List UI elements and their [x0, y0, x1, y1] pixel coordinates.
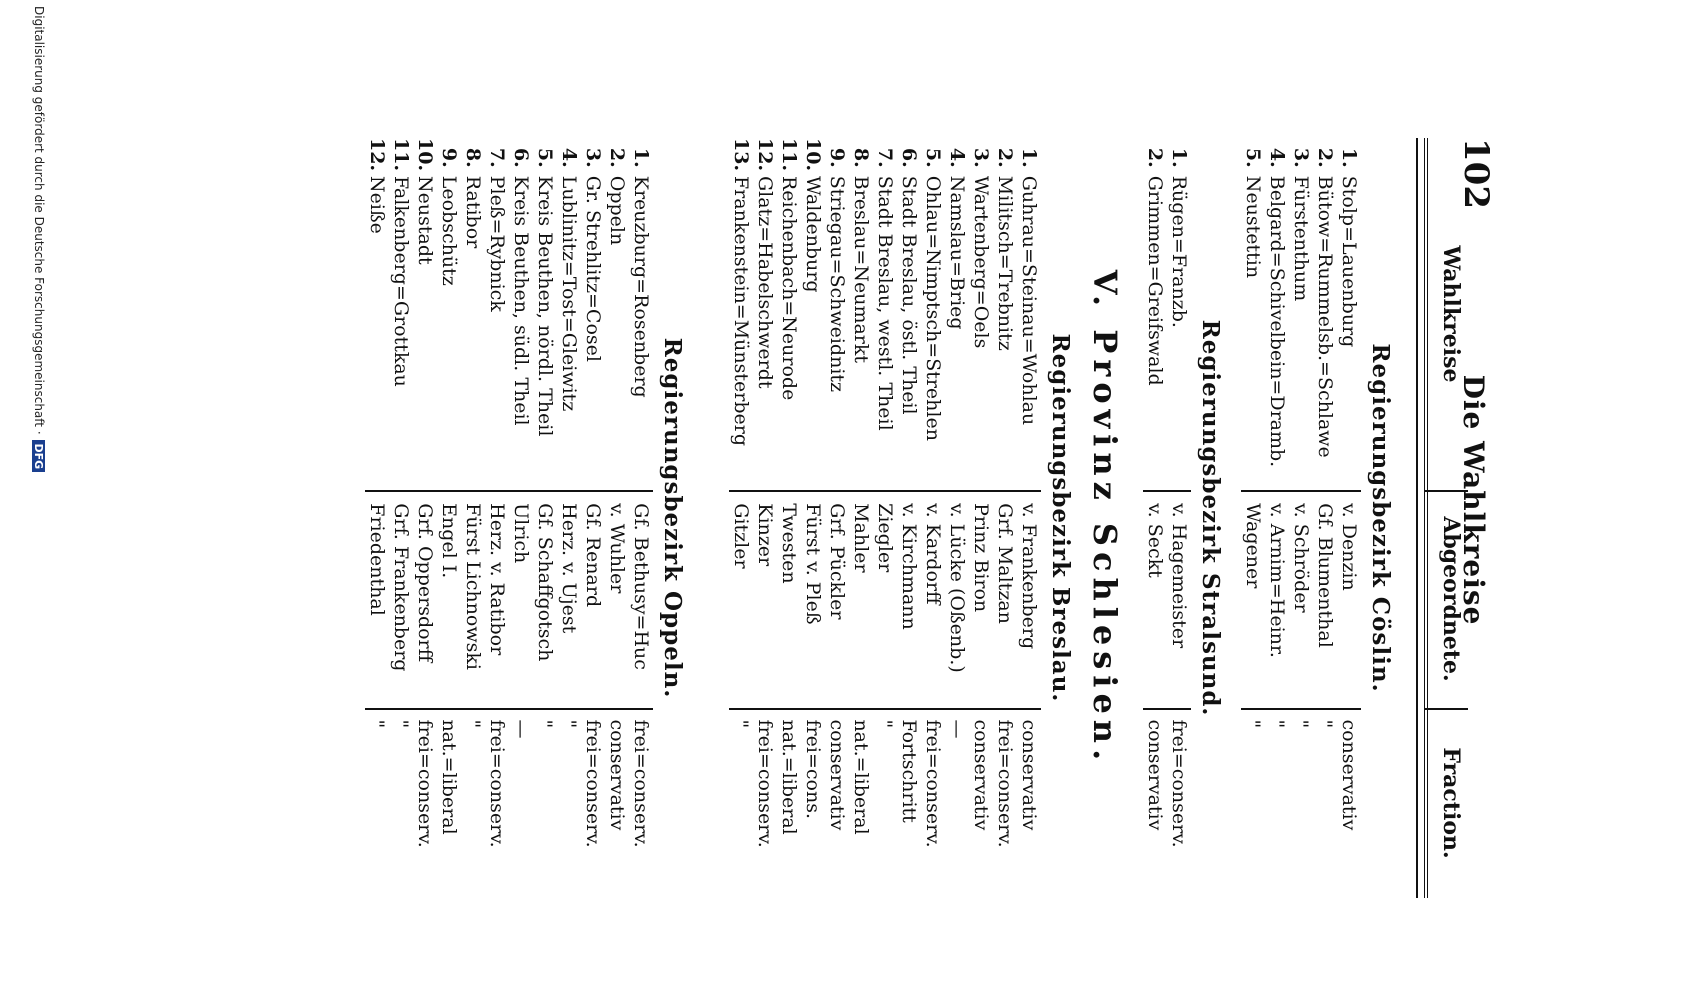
table-row: [629, 138, 653, 898]
row-number: 2.: [606, 147, 628, 168]
row-number: 8.: [850, 147, 872, 168]
abgeordnete-cell: Gf. Renard: [582, 503, 604, 608]
wahlkreis-cell: Neustadt: [414, 176, 436, 265]
wahlkreis-cell: Ratibor: [462, 175, 484, 249]
section-coeslin: [1241, 138, 1394, 898]
fraction-cell: conservativ: [826, 719, 848, 831]
table-row: [1313, 138, 1337, 898]
wahlkreis-cell: Stadt Breslau, östl. Theil: [898, 175, 920, 415]
fraction-cell: Fortschritt: [898, 719, 920, 823]
section-title: Regierungsbezirk Oppeln.: [659, 337, 686, 699]
row-number: 9.: [438, 147, 460, 168]
wahlkreis-cell: Kreis Beuthen, südl. Theil: [510, 175, 532, 426]
table-row: [945, 138, 969, 898]
table-row: [413, 138, 437, 898]
abgeordnete-cell: Grf. Frankenberg: [390, 503, 412, 672]
fraction-cell: ": [874, 719, 896, 729]
table-row: [581, 138, 605, 898]
column-rule: [365, 708, 653, 710]
wahlkreis-cell: Ohlau=Nimptsch=Strehlen: [922, 175, 944, 441]
row-number: 1.: [630, 147, 652, 168]
table-row: [1017, 138, 1041, 898]
abgeordnete-cell: Fürst v. Pleß: [802, 503, 824, 625]
fraction-cell: frei=conserv.: [630, 719, 652, 848]
page-number: 102: [1456, 138, 1496, 209]
row-number: 4.: [946, 147, 968, 168]
fraction-cell: frei=conserv.: [486, 719, 508, 848]
table-row: [1289, 138, 1313, 898]
abgeordnete-cell: Grf. Pückler: [826, 503, 848, 620]
row-number: 11.: [778, 138, 800, 172]
fraction-cell: conservativ: [1338, 719, 1360, 831]
wahlkreis-cell: Guhrau=Steinau=Wohlau: [1018, 175, 1040, 426]
table-row: [993, 138, 1017, 898]
table-row: [849, 138, 873, 898]
abgeordnete-cell: Kinzer: [754, 503, 776, 567]
header-bottom-rule: [1416, 138, 1418, 898]
table-row: [1265, 138, 1289, 898]
abgeordnete-cell: v. Kirchmann: [898, 503, 920, 630]
digitization-credit: Digitalisierung gefördert durch die Deutsche Forschungsgemeinschaft · DFG: [32, 0, 46, 1006]
row-number: 1.: [1018, 147, 1040, 168]
table-row: [897, 138, 921, 898]
table-row: [1143, 138, 1167, 898]
row-number: 11.: [390, 138, 412, 172]
abgeordnete-cell: v. Hagemeister: [1168, 503, 1190, 649]
abgeordnete-cell: Prinz Biron: [970, 503, 992, 613]
row-number: 12.: [366, 138, 388, 172]
abgeordnete-cell: Grf. Oppersdorff: [414, 503, 436, 663]
row-number: 10.: [802, 138, 824, 172]
wahlkreis-cell: Gr. Strehlitz=Cosel: [582, 175, 604, 362]
column-header-abgeordnete: Abgeordnete.: [1438, 516, 1464, 682]
fraction-cell: frei=conserv.: [994, 719, 1016, 848]
fraction-cell: ": [1242, 719, 1264, 729]
fraction-cell: —: [946, 719, 968, 739]
fraction-cell: conservativ: [1018, 719, 1040, 831]
fraction-cell: conservativ: [970, 719, 992, 831]
table-row: [533, 138, 557, 898]
wahlkreis-cell: Reichenbach=Neurode: [778, 176, 800, 401]
dfg-logo: DFG: [32, 440, 45, 472]
table-row: [509, 138, 533, 898]
table-row: [1167, 138, 1191, 898]
fraction-cell: —: [510, 719, 532, 739]
table-row: [461, 138, 485, 898]
fraction-cell: nat.=liberal: [778, 719, 800, 835]
row-number: 6.: [898, 147, 920, 168]
abgeordnete-cell: Ziegler: [874, 503, 896, 573]
fraction-cell: ": [730, 719, 752, 729]
abgeordnete-cell: Gf. Schaffgotsch: [534, 503, 556, 662]
section-rows: [729, 138, 1041, 898]
fraction-cell: ": [366, 719, 388, 729]
abgeordnete-cell: Twesten: [778, 503, 800, 584]
wahlkreis-cell: Belgard=Schivelbein=Dramb.: [1266, 175, 1288, 468]
row-number: 5.: [534, 147, 556, 168]
table-row: [1241, 138, 1265, 898]
row-number: 3.: [1290, 147, 1312, 168]
row-number: 9.: [826, 147, 848, 168]
wahlkreis-cell: Leobschütz: [438, 175, 460, 286]
column-rule: [1241, 490, 1361, 492]
wahlkreis-cell: Kreuzburg=Rosenberg: [630, 175, 652, 398]
fraction-cell: ": [1314, 719, 1336, 729]
wahlkreis-cell: Neustettin: [1242, 175, 1264, 279]
table-row: [801, 138, 825, 898]
column-rule: [1241, 708, 1361, 710]
fraction-cell: ": [1290, 719, 1312, 729]
wahlkreis-cell: Militsch=Trebnitz: [994, 175, 1016, 351]
fraction-cell: frei=conserv.: [1168, 719, 1190, 848]
section-title: Regierungsbezirk Cöslin.: [1367, 343, 1394, 693]
abgeordnete-cell: v. Denzin: [1338, 503, 1360, 591]
wahlkreis-cell: Rügen=Franzb.: [1168, 175, 1190, 328]
fraction-cell: ": [390, 719, 412, 729]
row-number: 2.: [1144, 147, 1166, 168]
wahlkreis-cell: Frankenstein=Münsterberg: [730, 176, 752, 446]
column-header-wahlkreise: Wahlkreise: [1438, 245, 1464, 383]
row-number: 12.: [754, 138, 776, 172]
fraction-cell: frei=conserv.: [922, 719, 944, 848]
abgeordnete-cell: Grf. Maltzan: [994, 503, 1016, 624]
fraction-cell: nat.=liberal: [438, 719, 460, 835]
column-rule: [729, 708, 1041, 710]
abgeordnete-cell: Herz. v. Ratibor: [486, 503, 508, 656]
row-number: 2.: [994, 147, 1016, 168]
abgeordnete-cell: Gf. Bethusy=Huc: [630, 503, 652, 670]
abgeordnete-cell: v. Frankenberg: [1018, 503, 1040, 650]
wahlkreis-cell: Bütow=Rummelsb.=Schlawe: [1314, 175, 1336, 458]
wahlkreis-cell: Waldenburg: [802, 176, 824, 293]
section-breslau: [729, 138, 1074, 898]
wahlkreis-cell: Stadt Breslau, westl. Theil: [874, 175, 896, 431]
fraction-cell: ": [558, 719, 580, 729]
wahlkreis-cell: Wartenberg=Oels: [970, 175, 992, 349]
wahlkreis-cell: Striegau=Schweidnitz: [826, 175, 848, 393]
fraction-cell: frei=conserv.: [582, 719, 604, 848]
fraction-cell: frei=conserv.: [754, 719, 776, 848]
column-rule: [1143, 490, 1191, 492]
column-rule: [1143, 708, 1191, 710]
fraction-cell: conservativ: [606, 719, 628, 831]
column-rule: [729, 490, 1041, 492]
row-number: 5.: [922, 147, 944, 168]
credit-text: Digitalisierung gefördert durch die Deutsche Forschungsgemeinschaft: [32, 6, 46, 428]
section-rows: [1143, 138, 1191, 898]
table-row: [753, 138, 777, 898]
column-rule: [365, 490, 653, 492]
row-number: 10.: [414, 138, 436, 172]
fraction-cell: conservativ: [1144, 719, 1166, 831]
abgeordnete-cell: Herz. v. Ujest: [558, 503, 580, 634]
row-number: 4.: [558, 147, 580, 168]
abgeordnete-cell: Gf. Blumenthal: [1314, 503, 1336, 648]
table-row: [1337, 138, 1361, 898]
row-number: 3.: [582, 147, 604, 168]
section-title: Regierungsbezirk Breslau.: [1047, 333, 1074, 703]
fraction-cell: nat.=liberal: [850, 719, 872, 835]
wahlkreis-cell: Grimmen=Greifswald: [1144, 175, 1166, 386]
section-rows: [365, 138, 653, 898]
wahlkreis-cell: Oppeln: [606, 175, 628, 246]
table-row: [921, 138, 945, 898]
fraction-cell: frei=cons.: [802, 719, 824, 819]
row-number: 8.: [462, 147, 484, 168]
row-number: 5.: [1242, 147, 1264, 168]
table-row: [557, 138, 581, 898]
section-title: Regierungsbezirk Stralsund.: [1197, 319, 1224, 717]
wahlkreis-cell: Lublinitz=Tost=Gleiwitz: [558, 175, 580, 412]
table-row: [485, 138, 509, 898]
fraction-cell: ": [462, 719, 484, 729]
wahlkreis-cell: Neiße: [366, 176, 388, 234]
section-oppeln: [365, 138, 686, 898]
abgeordnete-cell: v. Wuhler: [606, 503, 628, 594]
row-number: 7.: [486, 147, 508, 168]
wahlkreis-cell: Pleß=Rybnick: [486, 175, 508, 312]
abgeordnete-cell: Mahler: [850, 503, 872, 573]
wahlkreis-cell: Namslau=Brieg: [946, 175, 968, 330]
abgeordnete-cell: Fürst Lichnowski: [462, 503, 484, 670]
province-title: V. Provinz Schlesien.: [1086, 269, 1124, 767]
section-stralsund: [1143, 138, 1224, 898]
wahlkreis-cell: Stolp=Lauenburg: [1338, 175, 1360, 348]
abgeordnete-cell: Ulrich: [510, 503, 532, 564]
wahlkreis-cell: Glatz=Habelschwerdt: [754, 176, 776, 389]
row-number: 4.: [1266, 147, 1288, 168]
abgeordnete-cell: v. Kardorff: [922, 503, 944, 605]
abgeordnete-cell: v. Lücke (Oßenb.): [946, 503, 968, 673]
abgeordnete-cell: Wagener: [1242, 503, 1264, 589]
wahlkreis-cell: Kreis Beuthen, nördl. Theil: [534, 175, 556, 437]
section-rows: [1241, 138, 1361, 898]
table-row: [969, 138, 993, 898]
wahlkreis-cell: Fürstenthum: [1290, 175, 1312, 302]
fraction-cell: frei=conserv.: [414, 719, 436, 848]
row-number: 6.: [510, 147, 532, 168]
abgeordnete-cell: Gitzler: [730, 503, 752, 569]
row-number: 1.: [1338, 147, 1360, 168]
abgeordnete-cell: Friedenthal: [366, 503, 388, 616]
row-number: 13.: [730, 138, 752, 172]
table-row: [389, 138, 413, 898]
page-title: Die Wahlkreise: [1457, 374, 1490, 626]
abgeordnete-cell: v. Schröder: [1290, 503, 1312, 613]
table-row: [437, 138, 461, 898]
table-row: [365, 138, 389, 898]
abgeordnete-cell: v. Seckt: [1144, 503, 1166, 578]
column-header-fraction: Fraction.: [1438, 747, 1464, 859]
table-row: [605, 138, 629, 898]
table-row: [777, 138, 801, 898]
wahlkreis-cell: Falkenberg=Grottkau: [390, 176, 412, 387]
abgeordnete-cell: v. Arnim=Heinr.: [1266, 503, 1288, 658]
row-number: 1.: [1168, 147, 1190, 168]
row-number: 3.: [970, 147, 992, 168]
fraction-cell: ": [534, 719, 556, 729]
table-row: [873, 138, 897, 898]
row-number: 7.: [874, 147, 896, 168]
wahlkreis-cell: Breslau=Neumarkt: [850, 175, 872, 364]
table-row: [729, 138, 753, 898]
table-row: [825, 138, 849, 898]
abgeordnete-cell: Engel I.: [438, 503, 460, 579]
fraction-cell: ": [1266, 719, 1288, 729]
row-number: 2.: [1314, 147, 1336, 168]
